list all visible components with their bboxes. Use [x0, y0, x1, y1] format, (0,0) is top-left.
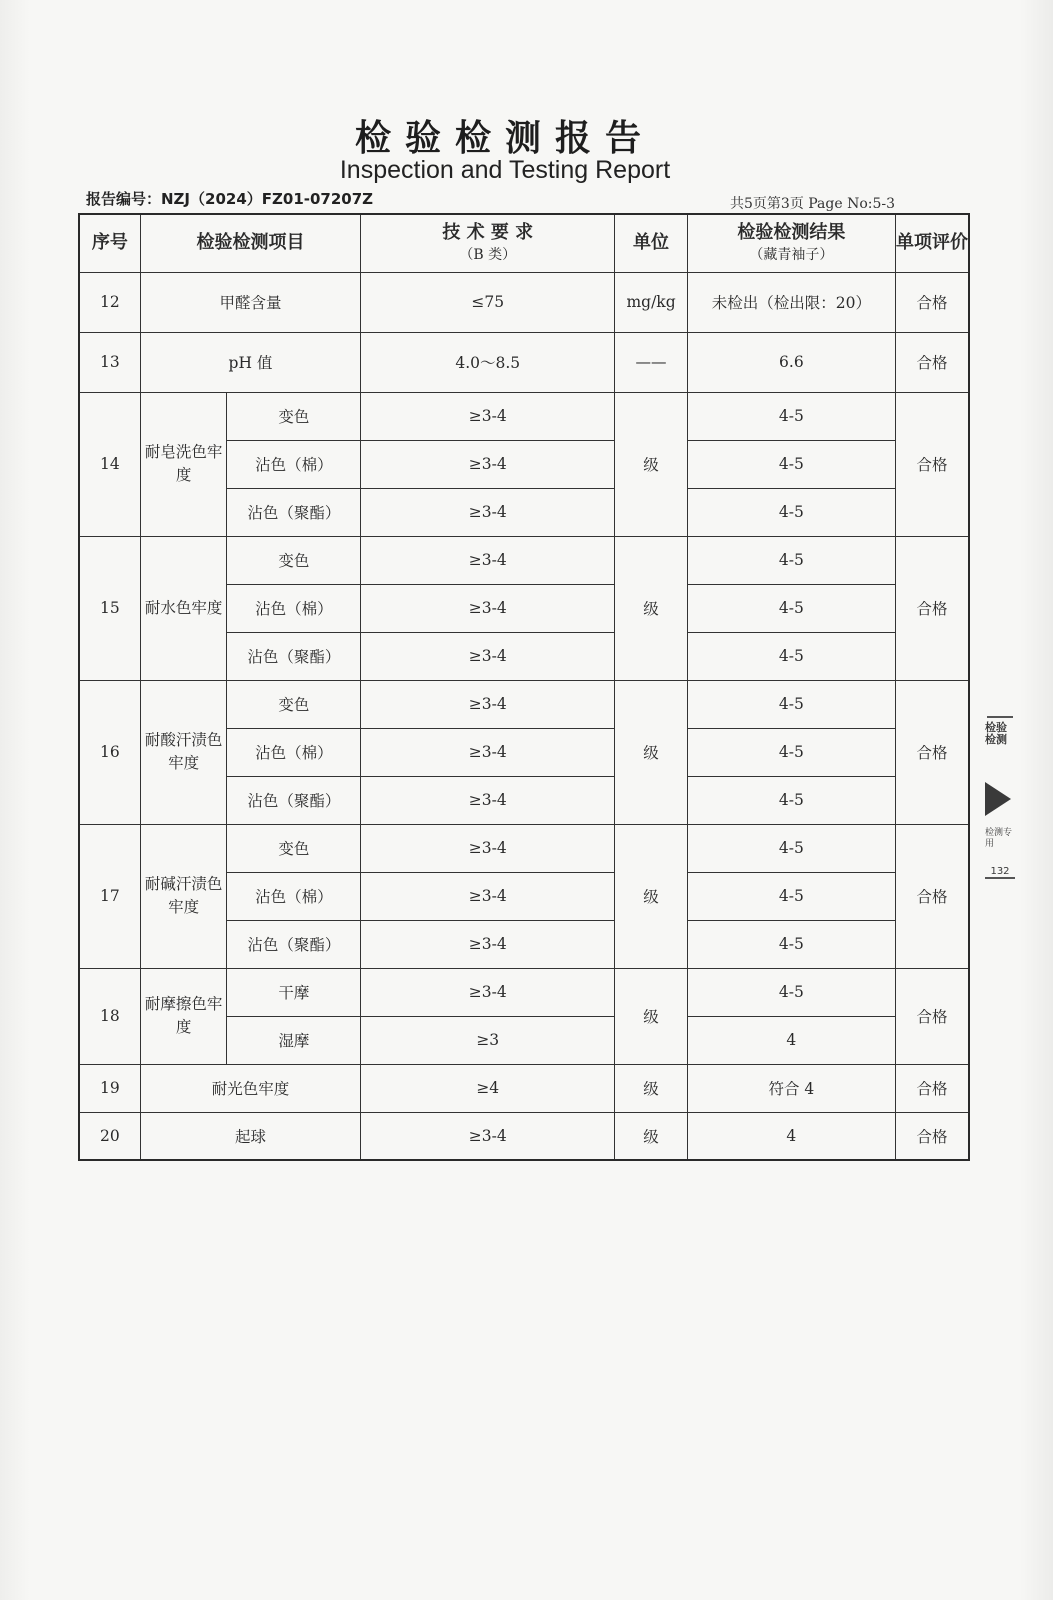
row-result: 4 — [687, 1112, 895, 1160]
sub-item: 变色 — [227, 536, 361, 584]
sub-item: 沾色（棉） — [227, 440, 361, 488]
row-evaluation: 合格 — [895, 272, 969, 332]
stamp-number: 132 — [985, 866, 1015, 879]
sub-item: 变色 — [227, 824, 361, 872]
row-item: 耐光色牢度 — [140, 1064, 360, 1112]
sub-result: 4-5 — [687, 440, 895, 488]
sub-requirement: ≥3-4 — [361, 968, 615, 1016]
sub-item: 沾色（棉） — [227, 872, 361, 920]
row-category: 耐碱汗渍色牢度 — [140, 824, 227, 968]
row-category: 耐水色牢度 — [140, 536, 227, 680]
row-unit: 级 — [615, 1064, 687, 1112]
sub-item: 沾色（聚酯） — [227, 920, 361, 968]
row-item: 甲醛含量 — [140, 272, 360, 332]
header-item: 检验检测项目 — [140, 214, 360, 272]
sub-item: 沾色（聚酯） — [227, 776, 361, 824]
table-row — [79, 680, 969, 728]
row-unit: —— — [615, 332, 687, 392]
row-no: 19 — [79, 1064, 140, 1112]
stamp-arrow-icon — [985, 782, 1011, 816]
row-evaluation: 合格 — [895, 968, 969, 1064]
sub-result: 4-5 — [687, 872, 895, 920]
table-row — [79, 1064, 969, 1112]
sub-requirement: ≥3-4 — [361, 728, 615, 776]
table-row — [79, 968, 969, 1016]
seal-stamp — [985, 716, 1019, 906]
row-unit: 级 — [615, 392, 687, 536]
sub-requirement: ≥3-4 — [361, 920, 615, 968]
row-unit: 级 — [615, 1112, 687, 1160]
table-row — [79, 332, 969, 392]
header-req-sub: （B 类） — [459, 247, 517, 264]
sub-result: 4-5 — [687, 392, 895, 440]
sub-requirement: ≥3-4 — [361, 776, 615, 824]
row-evaluation: 合格 — [895, 1112, 969, 1160]
row-no: 14 — [79, 392, 140, 536]
header-seq: 序号 — [79, 214, 140, 272]
sub-result: 4-5 — [687, 584, 895, 632]
row-requirement: 4.0～8.5 — [361, 332, 615, 392]
title-english: Inspection and Testing Report — [339, 156, 671, 184]
sub-requirement: ≥3-4 — [361, 680, 615, 728]
row-evaluation: 合格 — [895, 680, 969, 824]
stamp-text-top: 检验检测 — [985, 721, 1007, 746]
sub-requirement: ≥3-4 — [361, 488, 615, 536]
sub-result: 4-5 — [687, 488, 895, 536]
sub-requirement: ≥3-4 — [361, 584, 615, 632]
sub-item: 沾色（棉） — [227, 584, 361, 632]
sub-requirement: ≥3 — [361, 1016, 615, 1064]
report-number: 报告编号：NZJ（2024）FZ01-07207Z — [86, 190, 374, 208]
row-unit: mg/kg — [615, 272, 687, 332]
header-result-sub: （藏青袖子） — [749, 247, 834, 264]
header-evaluation: 单项评价 — [895, 214, 969, 272]
row-unit: 级 — [615, 536, 687, 680]
header-result — [687, 214, 895, 272]
row-no: 17 — [79, 824, 140, 968]
header-requirement — [361, 214, 615, 272]
row-requirement: ≤75 — [361, 272, 615, 332]
row-requirement: ≥3-4 — [361, 1112, 615, 1160]
table-row — [79, 1112, 969, 1160]
row-no: 20 — [79, 1112, 140, 1160]
row-no: 16 — [79, 680, 140, 824]
sub-requirement: ≥3-4 — [361, 536, 615, 584]
sub-item: 变色 — [227, 392, 361, 440]
sub-item: 沾色（棉） — [227, 728, 361, 776]
header-result-label: 检验检测结果 — [737, 222, 846, 244]
row-evaluation: 合格 — [895, 332, 969, 392]
header-req-label: 技 术 要 求 — [442, 222, 534, 244]
results-table — [78, 213, 970, 1161]
stamp-bar — [987, 716, 1013, 718]
sub-result: 4-5 — [687, 776, 895, 824]
sub-result: 4-5 — [687, 728, 895, 776]
page-number: 共5页第3页 Page No:5-3 — [730, 196, 896, 212]
row-unit: 级 — [615, 680, 687, 824]
sub-item: 沾色（聚酯） — [227, 632, 361, 680]
stamp-text-bottom: 检测专用 — [985, 828, 1013, 849]
table-row — [79, 536, 969, 584]
sub-result: 4-5 — [687, 968, 895, 1016]
row-result: 未检出（检出限：20） — [687, 272, 895, 332]
row-evaluation: 合格 — [895, 536, 969, 680]
header-unit: 单位 — [615, 214, 687, 272]
sub-requirement: ≥3-4 — [361, 392, 615, 440]
row-category: 耐皂洗色牢度 — [140, 392, 227, 536]
sub-item: 干摩 — [227, 968, 361, 1016]
table-row — [79, 272, 969, 332]
row-no: 12 — [79, 272, 140, 332]
row-unit: 级 — [615, 968, 687, 1064]
sub-item: 沾色（聚酯） — [227, 488, 361, 536]
sub-item: 变色 — [227, 680, 361, 728]
sub-requirement: ≥3-4 — [361, 632, 615, 680]
row-evaluation: 合格 — [895, 824, 969, 968]
table-row — [79, 392, 969, 440]
table-header-row — [79, 214, 969, 272]
row-evaluation: 合格 — [895, 392, 969, 536]
row-no: 18 — [79, 968, 140, 1064]
sub-result: 4-5 — [687, 920, 895, 968]
row-result: 符合 4 — [687, 1064, 895, 1112]
row-no: 15 — [79, 536, 140, 680]
row-category: 耐酸汗渍色牢度 — [140, 680, 227, 824]
title-chinese: 检验检测报告 — [354, 118, 655, 159]
sub-result: 4 — [687, 1016, 895, 1064]
row-requirement: ≥4 — [361, 1064, 615, 1112]
row-item: 起球 — [140, 1112, 360, 1160]
row-category: 耐摩擦色牢度 — [140, 968, 227, 1064]
sub-item: 湿摩 — [227, 1016, 361, 1064]
row-item: pH 值 — [140, 332, 360, 392]
sub-result: 4-5 — [687, 632, 895, 680]
sub-requirement: ≥3-4 — [361, 440, 615, 488]
row-unit: 级 — [615, 824, 687, 968]
sub-requirement: ≥3-4 — [361, 872, 615, 920]
table-row — [79, 824, 969, 872]
row-no: 13 — [79, 332, 140, 392]
row-result: 6.6 — [687, 332, 895, 392]
sub-result: 4-5 — [687, 680, 895, 728]
sub-result: 4-5 — [687, 824, 895, 872]
row-evaluation: 合格 — [895, 1064, 969, 1112]
sub-result: 4-5 — [687, 536, 895, 584]
sub-requirement: ≥3-4 — [361, 824, 615, 872]
